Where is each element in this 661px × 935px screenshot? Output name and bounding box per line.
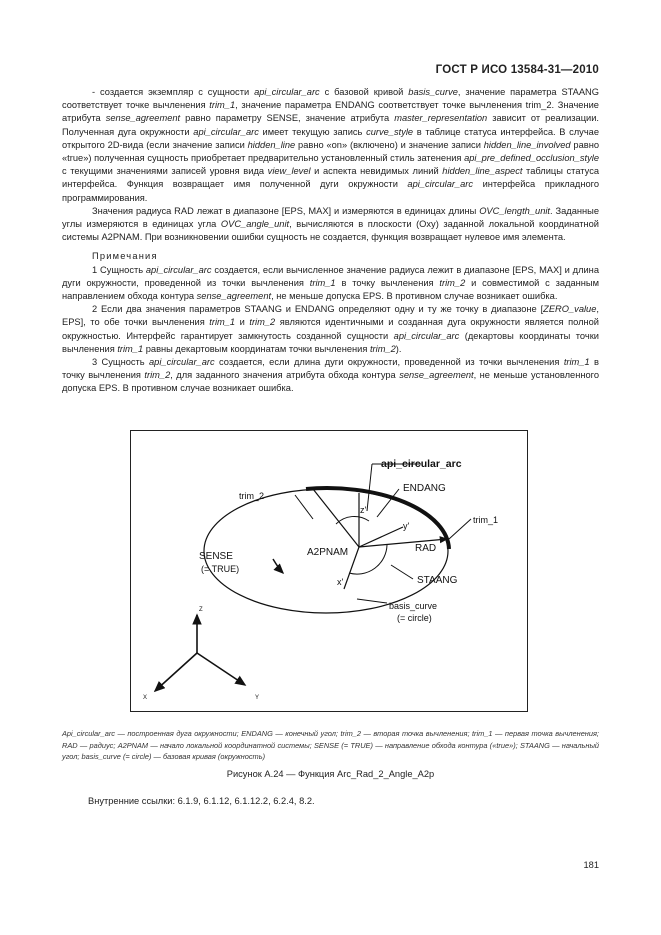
figure-title: Рисунок А.24 — Функция Arc_Rad_2_Angle_A2p — [226, 769, 435, 779]
italic-term: trim_1 — [209, 100, 236, 111]
label-y-prime: y' — [403, 521, 410, 531]
italic-term: api_circular_arc — [193, 126, 259, 137]
text-run: 2 Если два значения параметров STAANG и ENDANG определяют одну и ту же точку в диапазоне [ — [92, 304, 544, 315]
global-axis-x — [155, 653, 197, 691]
italic-term: trim_2 — [144, 370, 171, 381]
label-a2pnam: A2PNAM — [307, 547, 349, 558]
text-run: ). — [395, 343, 402, 354]
italic-term: trim_1 — [563, 357, 590, 368]
label-z-prime: z' — [360, 505, 367, 515]
label-sense: SENSE — [199, 551, 233, 562]
label-trim-1: trim_1 — [473, 515, 499, 525]
text-run: имеет текущую запись — [258, 126, 367, 137]
text-run: создается, если длина дуги окружности, проведенной из точки вычленения — [214, 357, 564, 368]
sense-arrow — [273, 559, 283, 573]
leader-basis — [357, 599, 387, 603]
label-staang: STAANG — [417, 575, 458, 586]
text-run: равно «true») полученная сущность приобретает предварительно установленный стиль затенения — [62, 139, 600, 164]
text-run: , EPS], то обе точки вычленения — [62, 304, 599, 328]
label-sense-true: (= TRUE) — [201, 564, 240, 574]
note-2 — [62, 303, 599, 356]
leader-trim-1 — [449, 519, 471, 539]
italic-term: sense_agreement — [399, 370, 474, 381]
text-run: (декартовы координаты точки вычленения — [62, 330, 599, 354]
label-endang: ENDANG — [403, 483, 446, 494]
leader-api-arc — [367, 464, 372, 511]
italic-term: OVC_angle_unit — [220, 219, 290, 230]
text-run: равны декартовым координатам точки вычленения — [143, 343, 370, 354]
text-run: , для заданного значения атрибута обхода контура — [170, 370, 400, 381]
notes-title: Примечания — [92, 251, 158, 262]
text-run: с базовой кривой — [319, 87, 409, 97]
italic-term: hidden_line_aspect — [442, 166, 523, 177]
text-run: , значение параметра ENDANG соответствует точке вычленения trim_2. Значение атрибута — [62, 100, 599, 124]
figure-frame — [130, 430, 528, 712]
italic-term: trim_1 — [117, 343, 144, 354]
text-run: и совместимой с заданным направлением обхода контура — [62, 277, 600, 302]
label-axis-x: X — [143, 695, 148, 701]
italic-term: master_representation — [394, 113, 488, 124]
text-run: и аспекта невидимых линий — [310, 166, 443, 177]
standard-header: ГОСТ Р ИСО 13584-31—2010 — [435, 64, 599, 76]
italic-term: trim_1 — [209, 317, 236, 328]
leader-trim-2 — [295, 495, 313, 519]
italic-term: api_circular_arc — [254, 87, 320, 97]
text-run: в таблице статуса интерфейса. В случае открытого 2D-вида (если значение записи — [62, 126, 600, 150]
italic-term: api_circular_arc — [149, 357, 215, 368]
italic-term: trim_1 — [309, 277, 336, 288]
label-basis-curve: basis_curve — [389, 601, 438, 611]
text-run: 3 Сущность — [92, 357, 150, 368]
paragraph-2 — [62, 205, 599, 245]
trim-2-line — [313, 489, 359, 547]
italic-term: api_pre_defined_occlusion_style — [464, 153, 599, 164]
paragraph-1 — [62, 86, 599, 205]
body-text — [62, 86, 599, 396]
text-run: 1 Сущность — [92, 264, 146, 275]
text-run: с текущими значениями записей уровня вида — [62, 166, 268, 177]
leader-staang — [391, 565, 413, 579]
endang-angle-arc — [336, 516, 369, 524]
text-run: , не меньше допуска EPS. В противном случае возникает ошибка. — [271, 291, 558, 302]
note-1 — [62, 264, 599, 304]
page-number: 181 — [583, 860, 599, 870]
italic-term: hidden_line — [247, 139, 296, 150]
figure-legend: Api_circular_arc — построенная дуга окружности; ENDANG — конечный угол; trim_2 — вторая точка вычленения; trim_1 — первая точка вычленения; RAD — радиус; A2PNAM — начало локальной координатной системы; SENSE (= TRUE) — направление обхода контура («true»); STAANG — начальный угол; basis_curve (= circle) — базовая кривая (окружность) — [62, 729, 599, 761]
text-run: Значения радиуса RAD лежат в диапазоне [EPS, MAX] и измеряются в единицах длины — [92, 205, 480, 216]
text-run: , не меньше установленного допуска EPS. В противном случае возникает ошибка. — [62, 370, 599, 394]
text-run: таблицы статуса интерфейса. Функция возвращает имя полученной дуги окружности — [62, 166, 600, 190]
italic-term: api_circular_arc — [407, 179, 474, 190]
text-run: являются идентичными и созданная дуга окружности является полной окружностью. Интерфейс гарантирует замкнутость созданной сущности — [62, 317, 599, 341]
label-rad: RAD — [415, 543, 437, 554]
text-run: в точку вычленения — [62, 357, 599, 381]
label-axis-z: Z — [199, 607, 203, 613]
text-run: равно параметру SENSE, значение атрибута — [180, 113, 395, 124]
italic-term: basis_curve — [408, 87, 458, 97]
label-api-circular-arc: api_circular_arc — [381, 458, 462, 470]
italic-term: curve_style — [366, 126, 414, 137]
italic-term: api_circular_arc — [393, 330, 460, 341]
italic-term: trim_2 — [369, 343, 396, 354]
italic-term: ZERO_value — [543, 304, 597, 315]
text-run: интерфейса прикладного программирования. — [62, 179, 599, 203]
note-3 — [62, 356, 599, 396]
text-run: - создается экземпляр с сущности — [92, 87, 255, 97]
arc-diagram — [131, 431, 527, 711]
italic-term: api_circular_arc — [145, 264, 212, 275]
label-trim-2: trim_2 — [239, 491, 265, 501]
text-run: , значение параметра STAANG соответствует точке вычленения — [62, 87, 599, 111]
text-run: . Заданные углы измеряются в единицах угла — [62, 205, 599, 230]
text-run: , вычисляются в плоскости (Oxy) заданной локальной координатной системы A2PNAM. При возникновении ошибки сущность не создается, функция возвращает нулевое имя элемента. — [62, 219, 599, 243]
italic-term: sense_agreement — [196, 291, 272, 302]
text-run: в точку вычленения — [335, 277, 440, 288]
italic-term: trim_2 — [439, 277, 466, 288]
italic-term: view_level — [267, 166, 311, 177]
italic-term: OVC_length_unit — [479, 205, 551, 216]
label-basis-circle: (= circle) — [397, 613, 432, 623]
label-x-prime: x' — [337, 577, 344, 587]
text-run: создается, если вычисленное значение радиуса лежит в диапазоне [EPS, MAX] и длина дуги окружности, проведенной из точки вычленения — [62, 264, 599, 288]
api-circular-arc — [306, 488, 449, 549]
text-run: зависит от реализации. Полученная дуга окружности — [62, 113, 600, 137]
global-axis-y — [197, 653, 245, 685]
text-run: равно «on» (включено) и значение записи — [295, 139, 484, 150]
internal-references: Внутренние ссылки: 6.1.9, 6.1.12, 6.1.12.2, 6.2.4, 8.2. — [88, 796, 315, 806]
italic-term: trim_2 — [249, 317, 276, 328]
label-axis-y: Y — [255, 695, 260, 701]
italic-term: hidden_line_involved — [483, 139, 571, 150]
text-run: и — [235, 317, 250, 328]
italic-term: sense_agreement — [105, 113, 181, 124]
